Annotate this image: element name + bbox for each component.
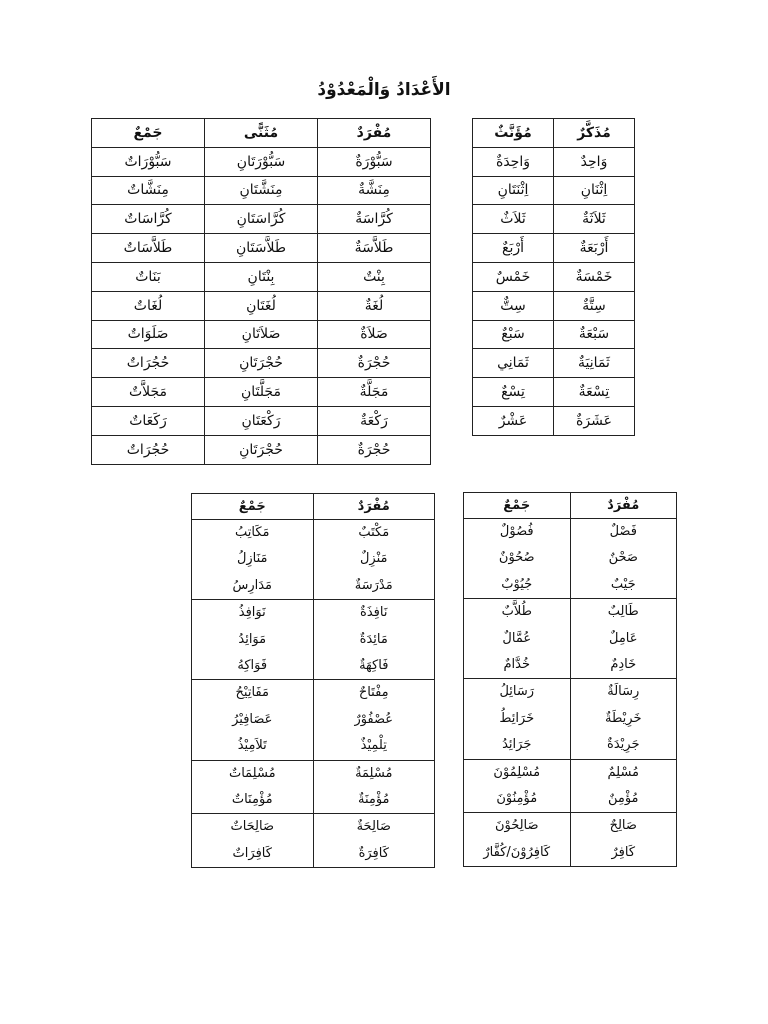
table-cell: طَلاَّسَةٌ	[318, 234, 431, 263]
table-cell: اِثْنَتَانِ	[473, 176, 554, 205]
broken-plural-left-header	[192, 494, 435, 520]
table-row	[473, 349, 635, 378]
singular-word: طَالِبٌ	[607, 604, 639, 620]
table-cell: سِتَّةٌ	[554, 291, 635, 320]
table-row	[473, 176, 635, 205]
table-cell: حُجْرَتَانِ	[205, 435, 318, 464]
table-row	[92, 435, 431, 464]
table-row	[92, 147, 431, 176]
plural-word: فَوَاكِهُ	[237, 657, 268, 673]
plural-word: مَنَازِلُ	[236, 551, 268, 567]
plural-word: مُؤْمِنُوْنَ	[496, 790, 538, 806]
table-cell: رَكْعَتَانِ	[205, 406, 318, 435]
singular-word: عُصْفُوْرٌ	[354, 711, 394, 727]
singular-word: فَاكِهَةٌ	[359, 657, 389, 673]
table-row	[473, 234, 635, 263]
header-plural: جَمْعٌ	[92, 119, 205, 148]
page-title: الأَعْدَادُ وَالْمَعْدُوْدُ	[317, 80, 451, 100]
plural-word: جُيُوْبٌ	[501, 576, 533, 592]
singular-word: رِسَالَةٌ	[607, 684, 640, 700]
table-row	[92, 262, 431, 291]
plural-word: فُصُوْلٌ	[499, 524, 534, 539]
table-cell: كُرَّاسَتَانِ	[205, 205, 318, 234]
plural-cell	[192, 520, 314, 600]
table-cell: حُجْرَةٌ	[318, 435, 431, 464]
numbers-header	[473, 119, 635, 148]
table-row	[473, 406, 635, 435]
table-cell: تِسْعٌ	[473, 378, 554, 407]
singular-word: مَدْرَسَةٌ	[354, 577, 393, 593]
word-group-row	[192, 814, 435, 868]
table-row	[473, 378, 635, 407]
header-plural: جَمْعٌ	[464, 493, 571, 519]
singular-word: صَالِحٌ	[609, 818, 637, 834]
word-group-row	[192, 600, 435, 680]
table-cell: ثَمَانِي	[473, 349, 554, 378]
table-cell: حُجْرَةٌ	[318, 349, 431, 378]
singular-cell	[313, 520, 435, 600]
word-group-row	[464, 599, 677, 679]
table-cell: لُغَاتٌ	[92, 291, 205, 320]
word-group-row	[464, 519, 677, 599]
table-cell: ثَلاَثٌ	[473, 205, 554, 234]
plural-word: كَافِرُوْنَ/كُفَّارٌ	[483, 844, 551, 860]
singular-word: مَنْزِلٌ	[359, 551, 388, 567]
table-cell: لُغَةٌ	[318, 291, 431, 320]
plural-word: مُسْلِمَاتٌ	[228, 765, 276, 781]
plural-word: صَالِحَاتٌ	[230, 819, 275, 835]
singular-word: نَافِذَةٌ	[360, 605, 388, 621]
table-cell: رَكْعَةٌ	[318, 406, 431, 435]
plural-word: مَفَاتِيْحُ	[235, 685, 269, 701]
table-cell: سَبُّوْرَةٌ	[318, 147, 431, 176]
table-cell: مَجَلاَّتٌ	[92, 378, 205, 407]
word-group-row	[464, 759, 677, 813]
table-cell: طَلاَّسَاتٌ	[92, 234, 205, 263]
singular-word: صَحْنٌ	[608, 550, 638, 566]
plural-word: خَرَائِطُ	[499, 710, 535, 726]
table-row	[92, 320, 431, 349]
table-row	[92, 291, 431, 320]
table-cell: حُجُرَاتٌ	[92, 349, 205, 378]
plural-cell	[192, 814, 314, 868]
singular-word: صَالِحَةٌ	[356, 819, 391, 835]
table-cell: سَبْعٌ	[473, 320, 554, 349]
singular-word: كَافِرٌ	[611, 844, 636, 860]
plural-word: نَوَافِذُ	[238, 605, 266, 621]
table-row	[92, 406, 431, 435]
singular-cell	[313, 600, 435, 680]
table-cell: كُرَّاسَةٌ	[318, 205, 431, 234]
plural-cell	[464, 679, 571, 759]
numbers-body	[473, 147, 635, 435]
plural-word: مُؤْمِنَاتٌ	[231, 791, 273, 807]
table-cell: اِثْنَانِ	[554, 176, 635, 205]
table-cell: طَلاَّسَتَانِ	[205, 234, 318, 263]
plural-word: طُلاَّبٌ	[501, 604, 532, 620]
singular-cell	[570, 519, 677, 599]
singular-word: مُؤْمِنَةٌ	[357, 791, 390, 807]
broken-plural-right-header	[464, 493, 677, 519]
singular-cell	[313, 814, 435, 868]
table-cell: لُغَتَانِ	[205, 291, 318, 320]
singular-word: كَافِرَةٌ	[358, 845, 389, 861]
plural-word: رَسَائِلُ	[499, 684, 535, 700]
table-row	[473, 262, 635, 291]
table-cell: صَلَوَاتٌ	[92, 320, 205, 349]
header-singular: مُفْرَدٌ	[570, 493, 677, 519]
singular-word: جَيْبٌ	[610, 576, 636, 592]
table-row	[473, 147, 635, 176]
table-cell: خَمْسَةٌ	[554, 262, 635, 291]
singular-word: مِفْتَاحٌ	[358, 685, 389, 701]
table-cell: سَبُّوْرَتَانِ	[205, 147, 318, 176]
header-dual: مُثَنًّى	[205, 119, 318, 148]
plural-word: عُمَّالٌ	[502, 630, 532, 646]
plural-word: صَالِحُوْنَ	[494, 818, 539, 834]
table-cell: رَكَعَاتٌ	[92, 406, 205, 435]
singular-word: مُسْلِمَةٌ	[355, 765, 393, 781]
header-masculine: مُذَكَّرٌ	[554, 119, 635, 148]
table-cell: حُجُرَاتٌ	[92, 435, 205, 464]
plural-word: مَكَاتِبُ	[235, 525, 270, 540]
table-cell: خَمْسٌ	[473, 262, 554, 291]
table-cell: وَاحِدٌ	[554, 147, 635, 176]
table-cell: تِسْعَةٌ	[554, 378, 635, 407]
singular-cell	[313, 680, 435, 760]
plural-cell	[464, 759, 571, 813]
singular-cell	[570, 599, 677, 679]
table-cell: أَرْبَعَةٌ	[554, 234, 635, 263]
table-row	[92, 205, 431, 234]
plural-cell	[192, 760, 314, 814]
dual-plural-table	[91, 118, 431, 465]
dual-plural-header	[92, 119, 431, 148]
table-cell: أَرْبَعٌ	[473, 234, 554, 263]
table-row	[473, 320, 635, 349]
plural-word: تَلاَمِيْذُ	[237, 738, 267, 754]
singular-word: مُسْلِمٌ	[607, 764, 640, 780]
table-row	[473, 205, 635, 234]
singular-cell	[313, 760, 435, 814]
plural-word: جَرَائِدُ	[502, 737, 532, 753]
table-cell: صَلاَتَانِ	[205, 320, 318, 349]
plural-word: مُسْلِمُوْنَ	[493, 764, 541, 780]
singular-cell	[570, 679, 677, 759]
table-cell: مَجَلَّتَانِ	[205, 378, 318, 407]
word-group-row	[192, 520, 435, 600]
word-group-row	[464, 813, 677, 867]
table-row	[473, 291, 635, 320]
word-group-row	[464, 679, 677, 759]
table-cell: سَبُّوْرَاتٌ	[92, 147, 205, 176]
table-cell: صَلاَةٌ	[318, 320, 431, 349]
table-cell: عَشَرَةٌ	[554, 406, 635, 435]
singular-word: جَرِيْدَةٌ	[607, 737, 640, 753]
table-cell: بِنْتٌ	[318, 262, 431, 291]
table-row	[92, 234, 431, 263]
table-cell: ثَمَانِيَةٌ	[554, 349, 635, 378]
table-cell: ثَلاَثَةٌ	[554, 205, 635, 234]
plural-cell	[192, 680, 314, 760]
table-cell: مِنَشَّةٌ	[318, 176, 431, 205]
singular-word: خَرِيْطَةٌ	[605, 710, 642, 726]
plural-cell	[464, 599, 571, 679]
plural-word: كَافِرَاتٌ	[232, 845, 272, 861]
table-row	[92, 349, 431, 378]
header-singular: مُفْرَدٌ	[318, 119, 431, 148]
table-cell: كُرَّاسَاتٌ	[92, 205, 205, 234]
table-cell: وَاحِدَةٌ	[473, 147, 554, 176]
numbers-table	[472, 118, 635, 436]
plural-cell	[192, 600, 314, 680]
broken-plural-left-body	[192, 520, 435, 868]
singular-word: مَائِدَةٌ	[359, 631, 388, 647]
header-feminine: مُؤَنَّثٌ	[473, 119, 554, 148]
dual-plural-body	[92, 147, 431, 464]
singular-word: مُؤْمِنٌ	[607, 790, 639, 806]
word-group-row	[192, 760, 435, 814]
singular-cell	[570, 759, 677, 813]
plural-word: خُدَّامٌ	[503, 656, 531, 672]
table-cell: بَنَاتٌ	[92, 262, 205, 291]
singular-word: خَادِمٌ	[610, 656, 637, 672]
broken-plural-table-left	[191, 493, 435, 868]
singular-cell	[570, 813, 677, 867]
word-group-row	[192, 680, 435, 760]
table-row	[92, 176, 431, 205]
table-cell: سِتٌّ	[473, 291, 554, 320]
table-cell: سَبْعَةٌ	[554, 320, 635, 349]
table-cell: عَشْرٌ	[473, 406, 554, 435]
plural-word: مَدَارِسُ	[232, 577, 273, 593]
table-cell: مَجَلَّةٌ	[318, 378, 431, 407]
plural-word: مَوَائِدُ	[238, 631, 267, 647]
table-cell: مِنَشَّاتٌ	[92, 176, 205, 205]
singular-word: عَامِلٌ	[608, 630, 638, 646]
broken-plural-right-body	[464, 519, 677, 867]
broken-plural-table-right	[463, 492, 677, 867]
table-cell: مِنَشَّتَانِ	[205, 176, 318, 205]
plural-cell	[464, 519, 571, 599]
table-cell: بِنْتَانِ	[205, 262, 318, 291]
table-cell: حُجْرَتَانِ	[205, 349, 318, 378]
plural-cell	[464, 813, 571, 867]
plural-word: عَصَافِيْرُ	[232, 711, 273, 727]
singular-word: تِلْمِيْذٌ	[360, 738, 387, 754]
table-row	[92, 378, 431, 407]
header-singular: مُفْرَدٌ	[313, 494, 435, 520]
singular-word: مَكْتَبٌ	[358, 525, 390, 540]
singular-word: فَصْلٌ	[609, 524, 637, 539]
plural-word: صُحُوْنٌ	[498, 550, 535, 566]
header-plural: جَمْعٌ	[192, 494, 314, 520]
